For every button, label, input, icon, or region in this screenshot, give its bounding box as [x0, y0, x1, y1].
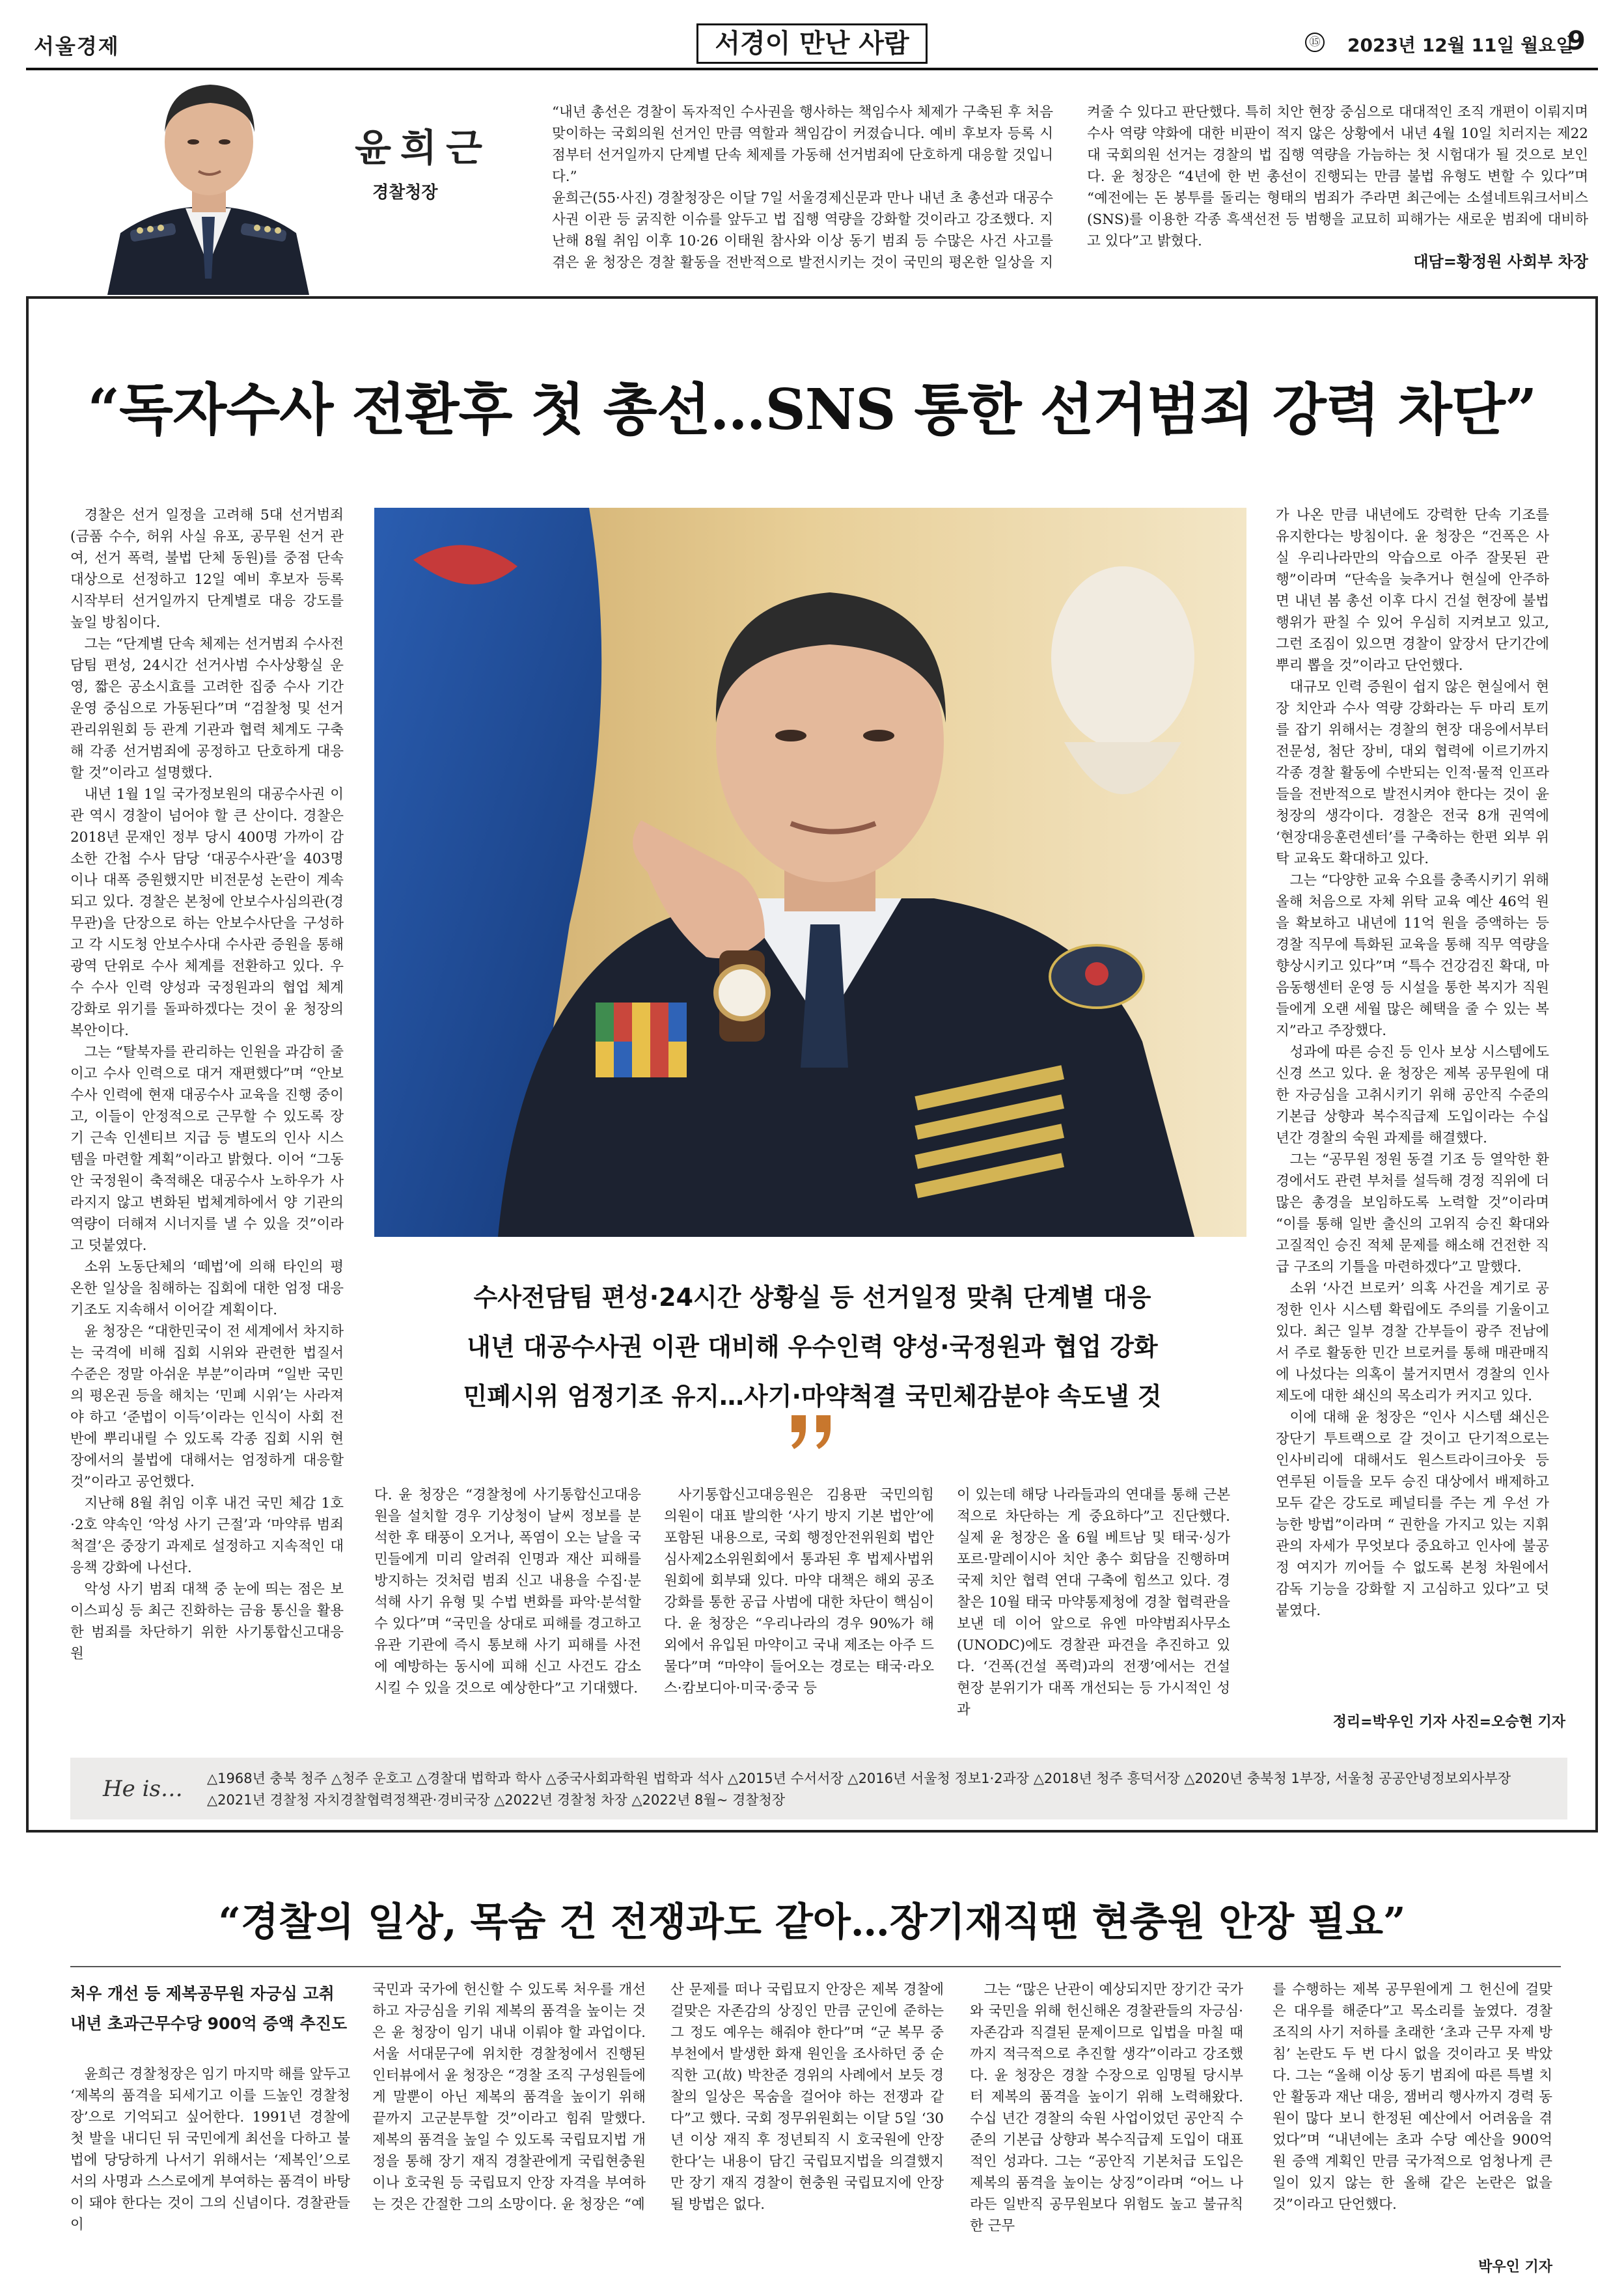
profile-bar-label: He is…	[103, 1776, 183, 1802]
article-paragraph: 윤희근 경찰청장은 임기 마지막 해를 앞두고 ‘제복의 품격을 되세기고 이를 드높인 경찰청장’으로 기억되고 싶어한다. 1991년 경찰에 첫 발을 내디딘 뒤 국민에게 최선을 다하고 불법에 당당하게 나서기 위해서는 ‘제복인’으로서의 사명과 스스로에게 부여하는 품격이 바탕이 돼야 한다는 것이 그의 신념이다. 경찰관들이	[70, 2066, 350, 2233]
issue-date: 2023년 12월 11일 월요일	[1347, 35, 1574, 56]
section-number: ⑮	[1305, 33, 1325, 52]
pull-quote-line: 민폐시위 엄정기조 유지…사기·마약척결 국민체감분야 속도낼 것	[463, 1382, 1162, 1411]
article-paragraph: 국민과 국가에 헌신할 수 있도록 처우를 개선하고 자긍심을 키워 제복의 품격을 높이는 것은 윤 청장이 임기 내내 이뤄야 할 과업이다. 서울 서대문구에 위치한 경찰청에서 진행된 인터뷰에서 윤 청장은 “경찰 조직 구성원들에게 말뿐이 아닌 제복의 품격을 높이기 위해 끝까지 고군분투할 것”이라고 힘줘 말했다. 제복의 품격을 높일 수 있도록 국립묘지법 개정을 통해 장기 재직 경찰관에게 국립현충원이나 호국원 등 국립묘지 안장 자격을 부여하는 것은 간절한 그의 소망이다. 윤 청장은 “예	[372, 1982, 646, 2213]
sub-headline	[70, 1979, 350, 2039]
bottom-article-column-1	[70, 2064, 350, 2235]
article-paragraph: 가 나온 만큼 내년에도 강력한 단속 기조를 유지한다는 방침이다. 윤 청장은 “건폭은 사실 우리나라만의 악습으로 아주 잘못된 관행”이라며 “단속을 늦추거나 현실에 안주하면 내년 봄 총선 이후 다시 건설 현장에 불법행위가 판칠 수 있어 우심히 지켜보고 있고, 그런 조짐이 있으면 경찰이 앞장서 단기간에 뿌리 뽑을 것”이라고 단언했다.	[1276, 507, 1549, 674]
page-number: 9	[1567, 26, 1586, 56]
article-paragraph: 소위 ‘사건 브로커’ 의혹 사건을 계기로 공정한 인사 시스템 확립에도 주의를 기울이고 있다. 최근 일부 경찰 간부들이 광주 전남에서 주로 활동한 민간 브로커를 통해 매관매직에 나섰다는 의혹이 불거지면서 경찰의 인사제도에 대한 쇄신의 목소리가 커지고 있다.	[1276, 1280, 1549, 1404]
headline-rule	[70, 1966, 1561, 1967]
main-headline: “독자수사 전환후 첫 총선…SNS 통한 선거범죄 강력 차단”	[87, 377, 1537, 443]
paper-name: 서울경제	[34, 34, 120, 59]
photo-byline: 정리=박우인 기자 사진=오승현 기자	[1332, 1714, 1565, 1730]
interviewee-name: 윤희근	[355, 126, 492, 170]
article-paragraph: 윤 청장은 “대한민국이 전 세계에서 차지하는 국격에 비해 집회 시위와 관련한 법질서 수준은 정말 아쉬운 부분”이라며 “일반 국민의 평온권 등을 해치는 ‘민폐 시위’는 사라져야 하고 ‘준법이 이득’이라는 인식이 사회 전반에 뿌리내릴 수 있도록 각종 집회 시위 현장에서의 불법에 대해서는 엄정하게 대응할 것”이라고 공언했다.	[70, 1323, 344, 1490]
article-paragraph: 내년 1월 1일 국가정보원의 대공수사권 이관 역시 경찰이 넘어야 할 큰 산이다. 경찰은 2018년 문재인 정부 당시 400명 가까이 감소한 간첩 수사 담당 ‘대공수사관’을 403명이나 대폭 증원했지만 비전문성 논란이 계속되고 있다. 경찰은 본청에 안보수사심의관(경무관)을 단장으로 하는 안보수사단을 구성하고 각 시도청 안보수사대 수사관 증원을 통해 광역 단위로 수사 체계를 전환하고 있다. 우수 수사 인력 양성과 국정원과의 협업 체계 강화로 위기를 돌파하겠다는 것이 윤 청장의 복안이다.	[70, 786, 344, 1039]
bottom-article-column-5	[1273, 1979, 1552, 2215]
article-paragraph: 악성 사기 범죄 대책 중 눈에 띄는 점은 보이스피싱 등 최근 진화하는 금융 통신을 활용한 범죄를 차단하기 위한 사기통합신고대응원	[70, 1581, 344, 1662]
portrait-thumbnail	[94, 70, 322, 295]
article-paragraph: 사기통합신고대응원은 김용판 국민의힘 의원이 대표 발의한 ‘사기 방지 기본 법안’에 포함된 내용으로, 국회 행정안전위원회 법안심사제2소위원회에서 통과된 후 법제사법위원회에 회부돼 있다. 마약 대책은 해외 공조 강화를 통한 공급 사범에 대한 차단이 핵심이다. 윤 청장은 “우리나라의 경우 90%가 해외에서 유입된 마약이고 국내 제조는 아주 드물다”며 “마약이 들어오는 경로는 태국·라오스·캄보디아·미국·중국 등	[664, 1487, 934, 1696]
bottom-article-column-2	[372, 1979, 646, 2215]
article-column-right	[1276, 505, 1549, 1622]
intro-paragraph: 윤희근(55·사진) 경찰청장은 이달 7일 서울경제신문과 만나 내년 초 총선과 대공수사권 이관 등 굵직한 이슈를 앞두고 법 집행 역량을 강화할 것이라고 강조했다. 지난해 8월 취임 이후 10·26 이태원 참사와 이상 동기 범죄 등 수많은 사건 사고를 겪은 윤 청장은 경찰 활동을 전반적으로 발전시키는 것이 국민의 평온한 일상을 지켜줄 수 있다고 판단했다. 특히 치안 현장 중심으로 대대적인 조직 개편이 이뤄지며 수사 역량 약화에 대한 비판이 적지 않은 상황에서 내년 4월 10일 치러지는 제22대 국회의원 선거는 경찰의 법 집행 역량을 가늠하는 첫 시험대가 될 것으로 보인다. 윤 청장은 “4년에 한 번 총선이 진행되는 만큼 불법 유형도 변할 수 있다”며 “예전에는 돈 봉투를 돌리는 형태의 범죄가 주라면 최근에는 소셜네트워크서비스(SNS)를 이용한 각종 흑색선전 등 범행을 교묘히 피해가는 새로운 범죄에 대비하고 있다”고 밝혔다.	[552, 104, 1588, 271]
article-paragraph: 이에 대해 윤 청장은 “인사 시스템 쇄신은 장단기 투트랙으로 갈 것이고 단기적으로는 인사비리에 대해서도 원스트라이크아웃 등 연루된 이들을 모두 승진 대상에서 배제하고 모두 같은 강도로 페널티를 주는 게 우선 가능한 방법”이라며 “ 권한을 가지고 있는 지휘관의 자세가 무엇보다 중요하고 인사에 불공정 여지가 끼어들 수 없도록 본청 차원에서 감독 기능을 강화할 지 고심하고 있다”고 덧붙였다.	[1276, 1409, 1549, 1619]
pull-quote	[402, 1273, 1222, 1421]
article-paragraph: 를 수행하는 제복 공무원에게 그 헌신에 걸맞은 대우를 해준다”고 목소리를 높였다. 경찰 조직의 사기 저하를 초래한 ‘초과 근무 자제 방침’ 논란도 두 번 다시 없을 것이라고 못 박았다. 그는 “올해 이상 동기 범죄에 따른 특별 치안 활동과 재난 대응, 잼버리 행사까지 경력 동원이 많다 보니 한정된 예산에서 어려움을 겪었다”며 “내년에는 초과 수당 예산을 900억 원 증액 계획인 만큼 국가적으로 엄청나게 큰일이 있지 않는 한 올해 같은 논란은 없을 것”이라고 단언했다.	[1273, 1982, 1552, 2213]
intro-paragraph: “내년 총선은 경찰이 독자적인 수사권을 행사하는 책임수사 체제가 구축된 후 처음 맞이하는 국회의원 선거인 만큼 역할과 책임감이 커졌습니다. 예비 후보자 등록 시점부터 선거일까지 단계별 단속 체제를 가동해 선거범죄에 단호하게 대응할 것입니다.”	[552, 104, 1053, 185]
article-paragraph: 그는 “공무원 정원 동결 기조 등 열악한 환경에서도 관련 부처를 설득해 경정 직위에 더 많은 총경을 보임하도록 노력할 것”이라며 “이를 통해 일반 출신의 고위직 승진 확대와 고질적인 승진 적체 문제를 해소해 건전한 직급 구조의 기틀을 마련하겠다”고 말했다.	[1276, 1152, 1549, 1275]
pull-quote-line: 수사전담팀 편성·24시간 상황실 등 선거일정 맞춰 단계별 대응	[473, 1283, 1151, 1312]
article-paragraph: 그는 “많은 난관이 예상되지만 장기간 국가와 국민을 위해 헌신해온 경찰관들의 자긍심·자존감과 직결된 문제이므로 입법을 마칠 때까지 적극적으로 추진할 생각”이라고 강조했다. 윤 청장은 경찰 수장으로 임명될 당시부터 제복의 품격을 높이기 위해 노력해왔다. 수십 년간 경찰의 숙원 사업이었던 공안직 수준의 기본급 상향과 복수직급제 도입이 대표적인 성과다. 그는 “공안직 기본처급 도입은 제복의 품격을 높이는 상징”이라며 “어느 나라든 일반직 공무원보다 위험도 높고 불규칙한 근무	[970, 1982, 1243, 2234]
interviewee-title: 경찰청장	[372, 183, 438, 202]
interviewer-credit: 대담=황정원 사회부 차장	[1413, 253, 1588, 271]
bottom-article-column-3	[670, 1979, 944, 2215]
article-paragraph: 다. 윤 청장은 “경찰청에 사기통합신고대응원을 설치할 경우 기상청이 날씨 정보를 분석한 후 태풍이 오거나, 폭염이 오는 날을 국민들에게 미리 알려줘 인명과 재산 피해를 방지하는 것처럼 범죄 신고 내용을 수집·분석해 사기 유형 및 수법 변화를 파악·분석할 수 있다”며 “국민을 상대로 피해를 경고하고 유관 기관에 즉시 통보해 사기 피해를 사전에 예방하는 동시에 피해 신고 사건도 감소시킬 수 있을 것으로 예상한다”고 기대했다.	[374, 1487, 641, 1696]
article-paragraph: 그는 “단계별 단속 체제는 선거범죄 수사전담팀 편성, 24시간 선거사범 수사상황실 운영, 짧은 공소시효를 고려한 집중 수사 기간 운영 중심으로 가동된다”며 “검찰청 및 선거관리위원회 등 관계 기관과 협력 체계도 구축해 각종 선거범죄에 공정하고 단호하게 대응할 것”이라고 설명했다.	[70, 636, 344, 781]
article-paragraph: 지난해 8월 취임 이후 내건 국민 체감 1호·2호 약속인 ‘악성 사기 근절’과 ‘마약류 범죄 척결’은 중장기 과제로 설정하고 지속적인 대응책 강화에 나선다.	[70, 1495, 344, 1576]
profile-bar	[70, 1758, 1567, 1819]
article-column-left	[70, 505, 344, 1665]
medal-ribbons	[596, 1003, 687, 1077]
closing-quote-icon	[786, 1413, 838, 1452]
profile-bar-text: △1968년 충북 청주 △청주 운호고 △경찰대 법학과 학사 △중국사회과학원 법학과 석사 △2015년 수서서장 △2016년 서울청 정보1·2과장 △2018년 청주 흥덕서장 △2020년 충북청 1부장, 서울청 공공안녕정보외사부장 △2021년 경찰청 자치경찰협력정책관·경비국장 △2022년 경찰청 차장 △2022년 8월~ 경찰청장	[207, 1771, 1511, 1808]
article-paragraph: 대규모 인력 증원이 쉽지 않은 현실에서 현장 치안과 수사 역량 강화라는 두 마리 토끼를 잡기 위해서는 경찰의 현장 대응에서부터 전문성, 첨단 장비, 대외 협력에 이르기까지 각종 경찰 활동에 수반되는 인적·물적 인프라들을 전반적으로 발전시켜야 한다는 것이 윤 청장의 생각이다. 경찰은 전국 8개 권역에 ‘현장대응훈련센터’를 구축하는 한편 외부 위탁 교육도 확대하고 있다.	[1276, 679, 1549, 867]
article-paragraph: 이 있는데 해당 나라들과의 연대를 통해 근본적으로 차단하는 게 중요하다”고 진단했다. 실제 윤 청장은 올 6월 베트남 및 태국·싱가포르·말레이시아 치안 총수 회담을 진행하며 국제 치안 협력 연대 구축에 힘쓰고 있다. 경찰은 10월 태국 마약통제청에 경찰 협력관을 보낸 데 이어 앞으로 유엔 마약범죄사무소(UNODC)에도 경찰관 파견을 추진하고 있다. ‘건폭(건설 폭력)과의 전쟁’에서는 건설 현장 분위기가 대폭 개선되는 등 가시적인 성과	[957, 1487, 1230, 1718]
pull-quote-line: 내년 대공수사권 이관 대비해 우수인력 양성·국정원과 협업 강화	[467, 1333, 1158, 1361]
article-paragraph: 성과에 따른 승진 등 인사 보상 시스템에도 신경 쓰고 있다. 윤 청장은 제복 공무원에 대한 자긍심을 고취시키기 위해 공안직 수준의 기본급 상향과 복수직급제 도입이라는 수십 년간 경찰의 숙원 과제를 해결했다.	[1276, 1044, 1549, 1146]
sub-headline-line: 내년 초과근무수당 900억 증액 추진도	[70, 2014, 348, 2033]
masthead	[0, 0, 1624, 72]
article-paragraph: 소위 노동단체의 ‘떼법’에 의해 타인의 평온한 일상을 침해하는 집회에 대한 엄정 대응 기조도 지속해서 이어갈 계획이다.	[70, 1259, 344, 1318]
sub-headline-line: 처우 개선 등 제복공무원 자긍심 고취	[70, 1984, 335, 2003]
section-title: 서경이 만난 사람	[696, 23, 928, 64]
article-column-bottom-3	[957, 1484, 1230, 1721]
article-paragraph: 그는 “다양한 교육 수요를 충족시키기 위해 올해 처음으로 자체 위탁 교육 예산 46억 원을 확보하고 내년에 11억 원을 증액하는 등 경찰 직무에 특화된 교육을 통해 직무 역량을 향상시키고 있다”며 “특수 건강검진 확대, 마음동행센터 운영 등 시설을 통한 복지가 직원들에게 오랜 세월 많은 혜택을 줄 수 있는 복지”라고 주장했다.	[1276, 872, 1549, 1039]
article-column-bottom-2	[664, 1484, 934, 1699]
article-paragraph: 경찰은 선거 일정을 고려해 5대 선거범죄(금품 수수, 허위 사실 유포, 공무원 선거 관여, 선거 폭력, 불법 단체 동원)를 중점 단속 대상으로 선정하고 12일 예비 후보자 등록 시작부터 선거일까지 단계별로 대응 강도를 높일 방침이다.	[70, 507, 344, 631]
article-column-bottom-1	[374, 1484, 641, 1699]
main-photo	[374, 508, 1246, 1237]
article-paragraph: 그는 “탈북자를 관리하는 인원을 과감히 줄이고 수사 인력으로 대거 재편했다”며 “안보수사 인력에 현재 대공수사 교육을 진행 중이고, 이들이 안정적으로 근무할 수 있도록 장기 근속 인센티브 지급 등 별도의 인사 시스템을 마련할 계획”이라고 밝혔다. 이어 “그동안 국정원이 축적해온 대공수사 노하우가 사라지지 않고 변화된 법체계하에서 양 기관의 역량이 더해져 시너지를 낼 수 있을 것”이라고 덧붙였다.	[70, 1044, 344, 1254]
article-paragraph: 산 문제를 떠나 국립묘지 안장은 제복 경찰에 걸맞은 자존감의 상징인 만큼 군인에 준하는 그 정도 예우는 해줘야 한다”며 “군 복무 중 부천에서 발생한 화재 원인을 조사하던 중 순직한 고(故) 박찬준 경위의 사례에서 보듯 경찰의 일상은 목숨을 걸어야 하는 전쟁과 같다”고 했다. 국회 정무위원회는 이달 5일 ‘30년 이상 재직 후 정년퇴직 시 호국원에 안장한다’는 내용이 담긴 국립묘지법을 의결했지만 장기 재직 경찰이 현충원 국립묘지에 안장될 방법은 없다.	[670, 1982, 944, 2213]
author-byline: 박우인 기자	[1478, 2259, 1552, 2275]
bottom-article-column-4	[970, 1979, 1243, 2237]
secondary-headline: “경찰의 일상, 목숨 건 전쟁과도 같아…장기재직땐 현충원 안장 필요”	[218, 1900, 1406, 1945]
